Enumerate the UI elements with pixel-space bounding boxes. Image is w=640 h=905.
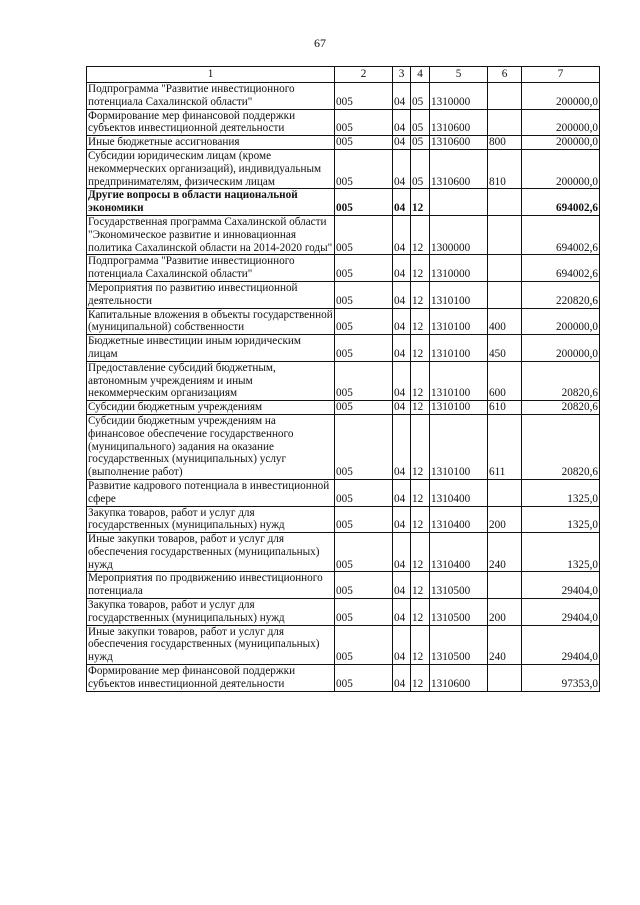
table-row [87, 361, 600, 400]
row-subsection-code: 12 [411, 572, 430, 599]
header-cell: 1 [87, 67, 335, 83]
row-target-code: 1310600 [430, 665, 488, 692]
row-name-cell: Капитальные вложения в объекты государственной (муниципальной) собственности [88, 308, 333, 334]
row-ministry-code: 005 [335, 533, 393, 572]
row-section-code: 04 [393, 401, 411, 415]
row-expense-type: 450 [488, 335, 522, 362]
row-expense-type: 400 [488, 308, 522, 335]
row-section-code: 04 [393, 149, 411, 188]
row-ministry-code: 005 [335, 665, 393, 692]
row-amount: 200000,0 [522, 149, 600, 188]
row-section-code: 04 [393, 572, 411, 599]
row-subsection-code: 05 [411, 83, 430, 110]
row-amount: 20820,6 [522, 361, 600, 400]
row-target-code: 1310100 [430, 414, 488, 479]
row-target-code: 1310100 [430, 401, 488, 415]
row-name-cell: Государственная программа Сахалинской области "Экономическое развитие и инновационная политика Сахалинской области на 2014-2020 годы" [87, 215, 335, 254]
row-ministry-code: 005 [335, 479, 393, 506]
row-target-code: 1310000 [430, 83, 488, 110]
row-target-code: 1310400 [430, 533, 488, 572]
row-amount: 1325,0 [522, 479, 600, 506]
row-target-code: 1310100 [430, 335, 488, 362]
table-row [87, 665, 600, 692]
table-row [87, 215, 600, 254]
row-target-code: 1310500 [430, 625, 488, 664]
row-subsection-code: 05 [411, 136, 430, 150]
row-amount: 200000,0 [522, 335, 600, 362]
row-ministry-code: 005 [335, 506, 393, 533]
row-ministry-code: 005 [335, 83, 393, 110]
row-expense-type [488, 572, 522, 599]
row-name-cell: Иные бюджетные ассигнования [87, 136, 335, 150]
row-target-code: 1310500 [430, 599, 488, 626]
row-name-cell: Мероприятия по продвижению инвестиционного потенциала [87, 572, 335, 599]
row-amount: 694002,6 [522, 255, 600, 282]
table-row [87, 414, 600, 479]
header-cell: 5 [430, 67, 488, 83]
row-name-cell: Развитие кадрового потенциала в инвестиционной сфере [87, 479, 335, 506]
row-subsection-code: 12 [411, 625, 430, 664]
row-expense-type: 810 [488, 149, 522, 188]
row-amount: 200000,0 [522, 136, 600, 150]
table-row [87, 572, 600, 599]
row-amount: 220820,6 [522, 281, 600, 308]
row-name-cell: Закупка товаров, работ и услуг для государственных (муниципальных) нужд [87, 506, 335, 533]
table-row [87, 479, 600, 506]
header-cell: 7 [522, 67, 600, 83]
row-expense-type [488, 255, 522, 282]
table-row [87, 308, 600, 335]
row-section-code: 04 [393, 83, 411, 110]
row-section-code: 04 [393, 625, 411, 664]
row-section-code: 04 [393, 599, 411, 626]
row-name-cell: Мероприятия по развитию инвестиционной деятельности [87, 281, 335, 308]
row-section-code: 04 [393, 215, 411, 254]
row-expense-type: 200 [488, 506, 522, 533]
row-section-code: 04 [393, 479, 411, 506]
row-section-code: 04 [393, 308, 411, 335]
row-amount: 200000,0 [522, 83, 600, 110]
row-subsection-code: 12 [411, 335, 430, 362]
row-target-code: 1310600 [430, 109, 488, 136]
row-ministry-code: 005 [335, 414, 393, 479]
row-expense-type [488, 109, 522, 136]
row-expense-type [488, 479, 522, 506]
row-target-code: 1310100 [430, 361, 488, 400]
row-subsection-code: 12 [411, 479, 430, 506]
row-subsection-code: 12 [411, 189, 430, 216]
row-section-code: 04 [393, 361, 411, 400]
row-ministry-code: 005 [335, 281, 393, 308]
row-amount: 1325,0 [522, 533, 600, 572]
row-expense-type: 240 [488, 625, 522, 664]
row-amount: 200000,0 [522, 308, 600, 335]
row-section-code: 04 [393, 281, 411, 308]
row-subsection-code: 12 [411, 401, 430, 415]
row-ministry-code: 005 [335, 308, 393, 335]
row-name-cell: Подпрограмма "Развитие инвестиционного потенциала Сахалинской области" [87, 83, 335, 110]
row-name-cell: Иные закупки товаров, работ и услуг для обеспечения государственных (муниципальных) нужд [87, 625, 335, 664]
table-row [87, 281, 600, 308]
row-target-code: 1310400 [430, 506, 488, 533]
row-amount: 20820,6 [522, 401, 600, 415]
row-target-code: 1310100 [430, 308, 488, 335]
table-row [87, 255, 600, 282]
row-subsection-code: 05 [411, 149, 430, 188]
row-subsection-code: 05 [411, 109, 430, 136]
row-subsection-code: 12 [411, 506, 430, 533]
row-amount: 29404,0 [522, 625, 600, 664]
row-expense-type: 600 [488, 361, 522, 400]
row-subsection-code: 12 [411, 281, 430, 308]
row-expense-type [488, 665, 522, 692]
row-amount: 97353,0 [522, 665, 600, 692]
row-name-cell: Субсидии юридическим лицам (кроме некоммерческих организаций), индивидуальным предпринимателям, физическим лицам [87, 149, 335, 188]
row-subsection-code: 12 [411, 361, 430, 400]
header-cell: 3 [393, 67, 411, 83]
row-ministry-code: 005 [335, 599, 393, 626]
row-name-cell: Предоставление субсидий бюджетным, автономным учреждениям и иным некоммерческим организациям [87, 361, 335, 400]
row-ministry-code: 005 [335, 625, 393, 664]
row-ministry-code: 005 [335, 255, 393, 282]
row-ministry-code: 005 [335, 109, 393, 136]
row-section-code: 04 [393, 255, 411, 282]
row-section-code: 04 [393, 414, 411, 479]
row-expense-type [488, 83, 522, 110]
row-subsection-code: 12 [411, 308, 430, 335]
row-expense-type [488, 215, 522, 254]
row-section-code: 04 [393, 136, 411, 150]
row-ministry-code: 005 [335, 335, 393, 362]
row-expense-type: 610 [488, 401, 522, 415]
row-target-code: 1310400 [430, 479, 488, 506]
row-expense-type: 611 [488, 414, 522, 479]
table-row [87, 83, 600, 110]
row-name-cell: Иные закупки товаров, работ и услуг для обеспечения государственных (муниципальных) нужд [87, 533, 335, 572]
row-subsection-code: 12 [411, 533, 430, 572]
row-section-code: 04 [393, 109, 411, 136]
table-row [87, 506, 600, 533]
row-ministry-code: 005 [335, 149, 393, 188]
table-row [87, 335, 600, 362]
row-expense-type: 800 [488, 136, 522, 150]
row-amount: 200000,0 [522, 109, 600, 136]
row-subsection-code: 12 [411, 599, 430, 626]
row-target-code [430, 189, 488, 216]
table-row [87, 136, 600, 150]
row-section-code: 04 [393, 189, 411, 216]
row-amount: 1325,0 [522, 506, 600, 533]
row-target-code: 1300000 [430, 215, 488, 254]
table-row [87, 625, 600, 664]
row-name-cell: Субсидии бюджетным учреждениям [87, 401, 335, 415]
table-row [87, 533, 600, 572]
row-ministry-code: 005 [335, 189, 393, 216]
row-name-cell: Подпрограмма "Развитие инвестиционного потенциала Сахалинской области" [87, 255, 335, 282]
row-subsection-code: 12 [411, 255, 430, 282]
row-expense-type: 200 [488, 599, 522, 626]
table-row [87, 599, 600, 626]
header-row [87, 67, 600, 83]
row-target-code: 1310600 [430, 136, 488, 150]
row-amount: 694002,6 [522, 189, 600, 216]
row-target-code: 1310600 [430, 149, 488, 188]
row-expense-type [488, 189, 522, 216]
row-name-cell: Закупка товаров, работ и услуг для государственных (муниципальных) нужд [87, 599, 335, 626]
row-expense-type [488, 281, 522, 308]
row-name-cell: Бюджетные инвестиции иным юридическим лицам [87, 335, 335, 362]
table-row [87, 401, 600, 415]
row-ministry-code: 005 [335, 136, 393, 150]
row-amount: 29404,0 [522, 599, 600, 626]
row-target-code: 1310100 [430, 281, 488, 308]
row-section-code: 04 [393, 533, 411, 572]
row-name-cell: Формирование мер финансовой поддержки субъектов инвестиционной деятельности [87, 665, 335, 692]
row-ministry-code: 005 [335, 401, 393, 415]
row-subsection-code: 12 [411, 414, 430, 479]
table-row [87, 189, 600, 216]
row-section-code: 04 [393, 665, 411, 692]
row-amount: 694002,6 [522, 215, 600, 254]
table-row [87, 109, 600, 136]
row-subsection-code: 12 [411, 215, 430, 254]
row-amount: 29404,0 [522, 572, 600, 599]
row-amount: 20820,6 [522, 414, 600, 479]
row-subsection-code: 12 [411, 665, 430, 692]
row-ministry-code: 005 [335, 572, 393, 599]
row-section-code: 04 [393, 335, 411, 362]
header-cell: 2 [335, 67, 393, 83]
header-cell: 4 [411, 67, 430, 83]
row-ministry-code: 005 [335, 215, 393, 254]
row-section-code: 04 [393, 506, 411, 533]
row-name-cell: Субсидии бюджетным учреждениям на финансовое обеспечение государственного (муниципального) задания на оказание государственных (муниципальных) услуг (выполнение работ) [87, 414, 335, 479]
row-name-cell: Формирование мер финансовой поддержки субъектов инвестиционной деятельности [87, 109, 335, 136]
table-row [87, 149, 600, 188]
page-number: 67 [314, 36, 326, 50]
row-target-code: 1310500 [430, 572, 488, 599]
row-expense-type: 240 [488, 533, 522, 572]
row-name-cell: Другие вопросы в области национальной экономики [87, 189, 335, 216]
row-ministry-code: 005 [335, 361, 393, 400]
header-cell: 6 [488, 67, 522, 83]
budget-table [86, 66, 600, 692]
row-target-code: 1310000 [430, 255, 488, 282]
